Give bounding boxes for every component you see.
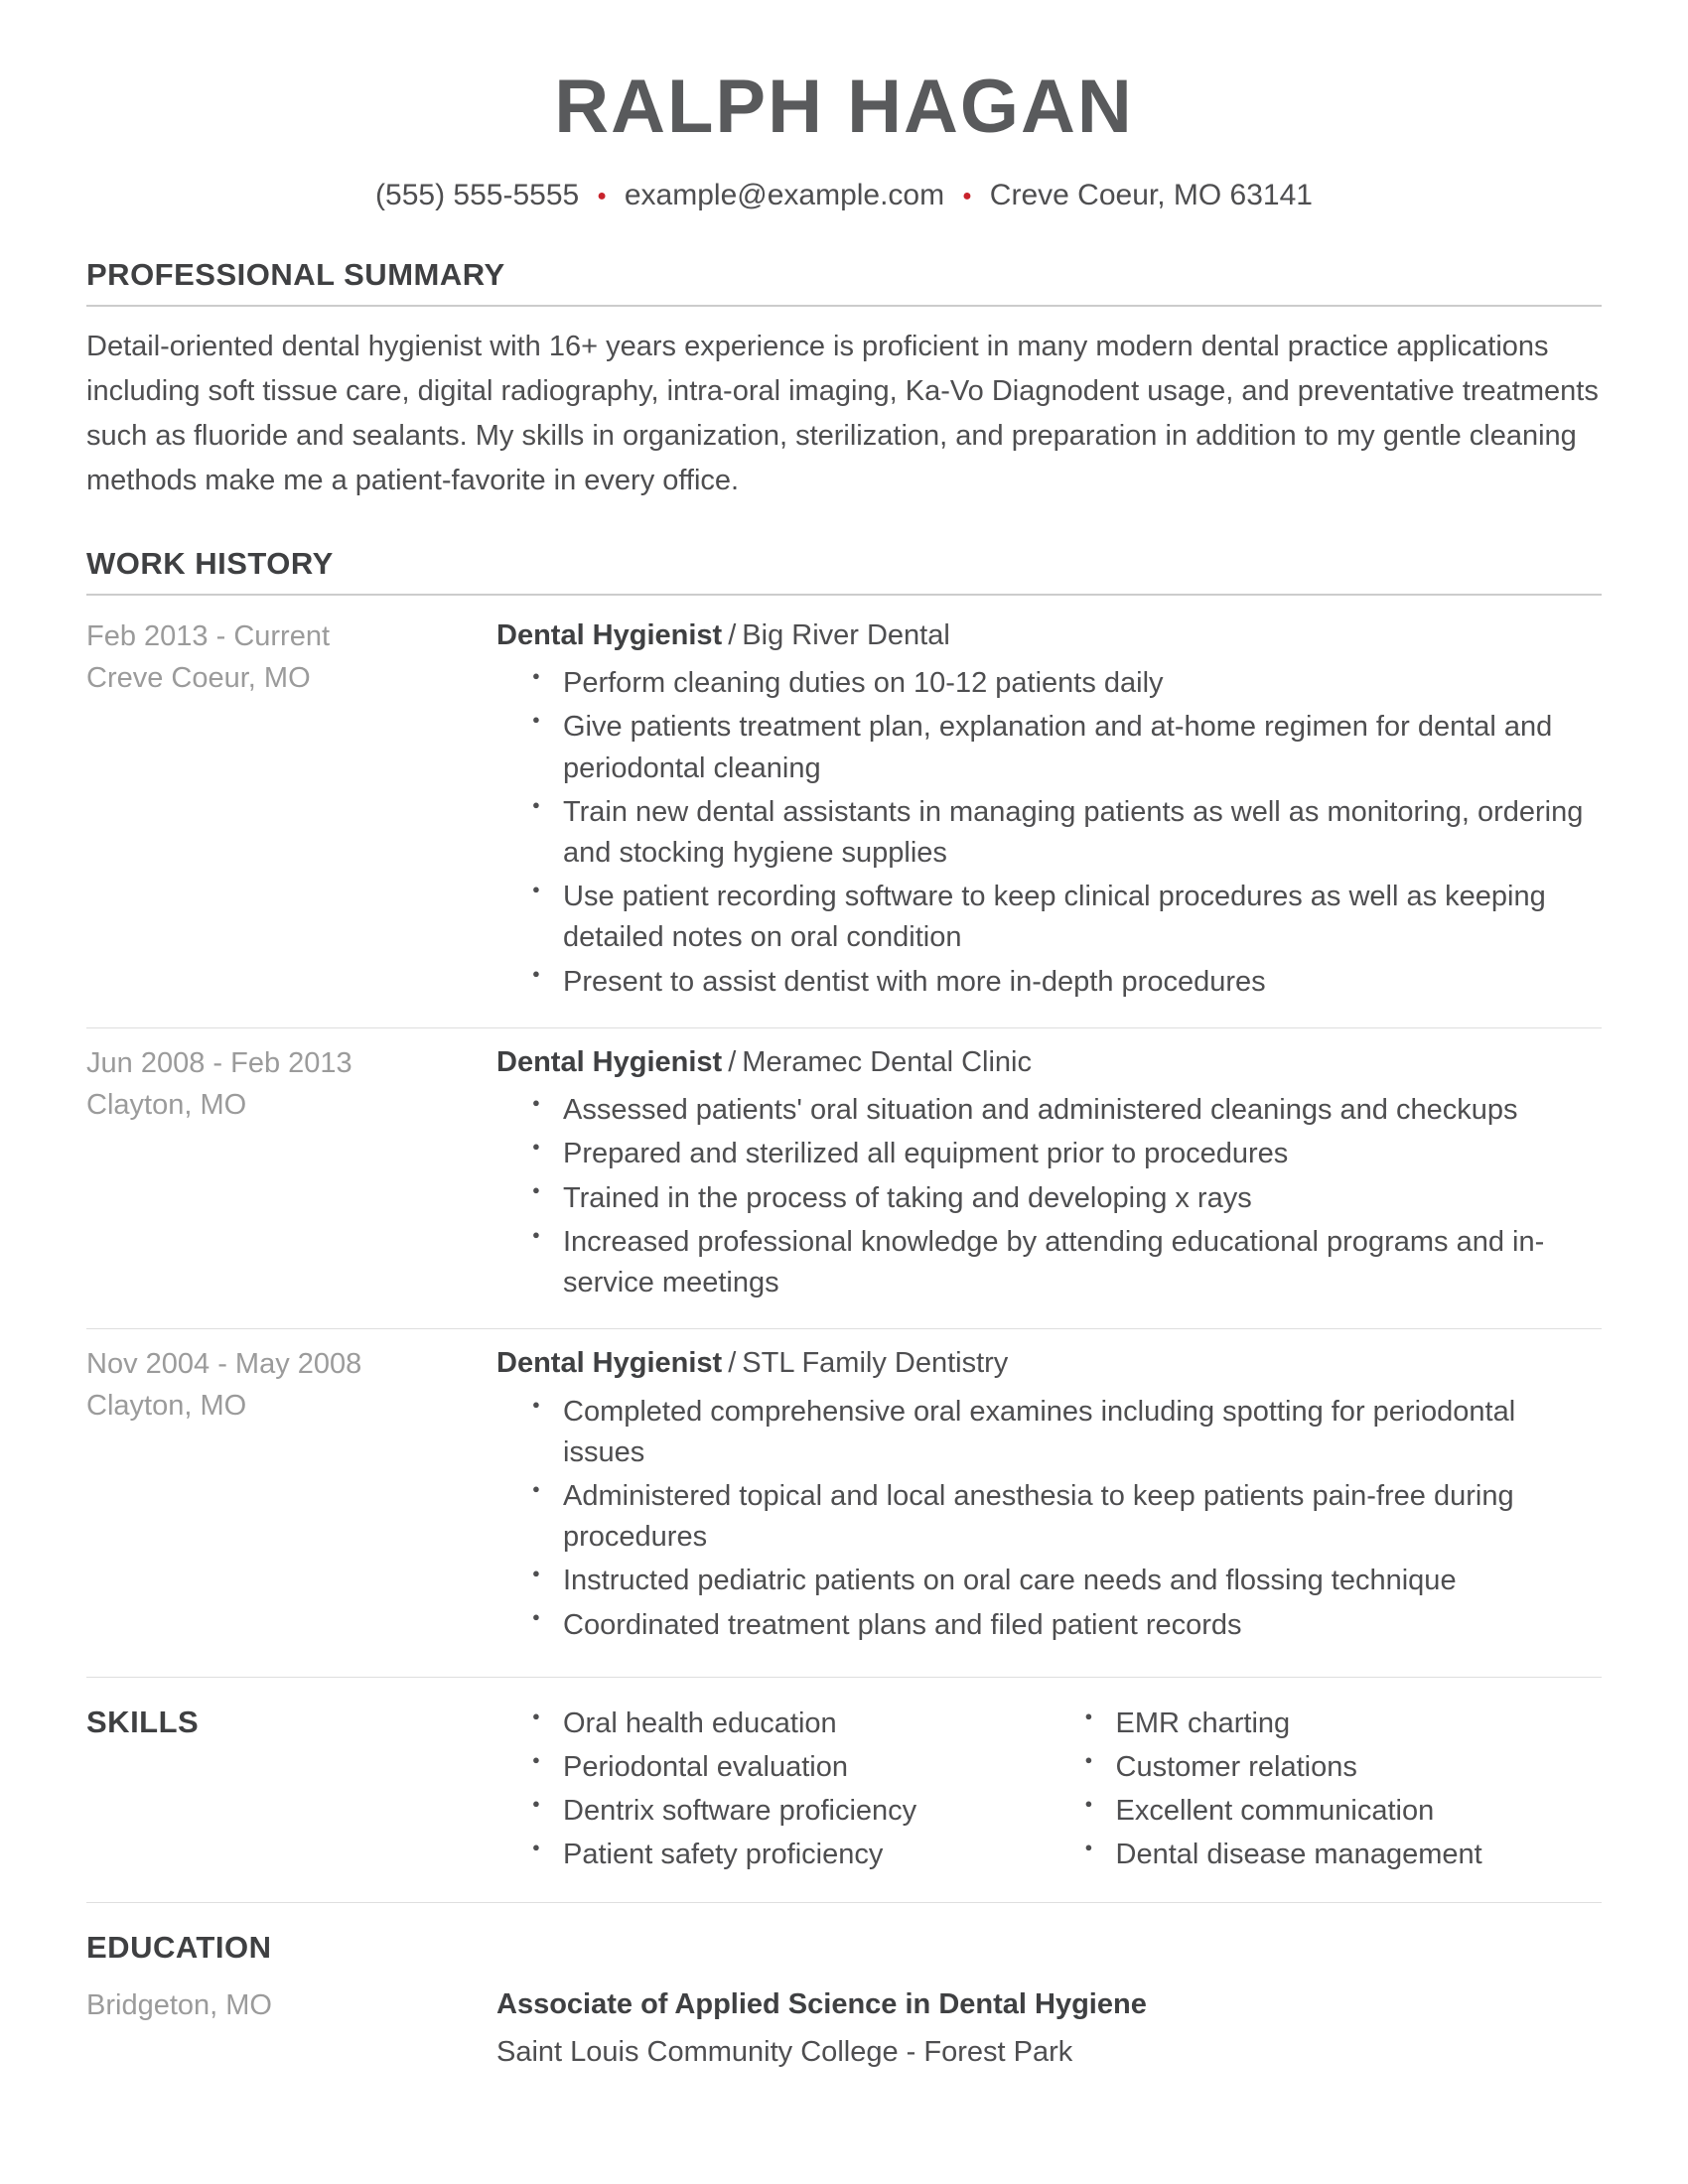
contact-location: Creve Coeur, MO 63141: [989, 178, 1313, 211]
contact-separator-icon: ●: [962, 187, 972, 205]
job-bullet: ● Perform cleaning duties on 10-12 patients daily: [496, 663, 1602, 704]
job-bullet: ● Instructed pediatric patients on oral care needs and flossing technique: [496, 1561, 1602, 1601]
education-section: [86, 1902, 1602, 2072]
title-company-separator: /: [728, 618, 737, 651]
email-address: example@example.com: [624, 178, 945, 211]
skills-section: [86, 1677, 1602, 1903]
summary-heading: PROFESSIONAL SUMMARY: [86, 256, 1602, 307]
education-school: Saint Louis Community College - Forest Park: [496, 2036, 1073, 2069]
job-details: [496, 1343, 1602, 1649]
job-bullet: ● Administered topical and local anesthesia to keep patients pain-free during procedures: [496, 1476, 1602, 1558]
job-company: Meramec Dental Clinic: [742, 1045, 1032, 1078]
job-dates: Feb 2013 - Current: [86, 619, 331, 652]
skill-item: ● Excellent communication: [1050, 1791, 1603, 1832]
skills-heading: SKILLS: [86, 1704, 200, 1739]
skill-item: ● Patient safety proficiency: [496, 1835, 1050, 1875]
skills-column-one: [496, 1704, 1050, 1879]
skill-item: ● EMR charting: [1050, 1704, 1603, 1744]
job-entry: [86, 614, 1602, 1027]
job-dates: Jun 2008 - Feb 2013: [86, 1046, 352, 1079]
job-title-line: [496, 1343, 1602, 1384]
education-entry: [86, 1984, 1602, 2073]
job-title-line: [496, 1042, 1602, 1083]
skill-item: ● Dental disease management: [1050, 1835, 1603, 1875]
skill-item: ● Periodontal evaluation: [496, 1747, 1050, 1788]
job-bullet: ● Give patients treatment plan, explanation and at-home regimen for dental and periodontal cleaning: [496, 707, 1602, 788]
job-bullet-list: [496, 663, 1602, 1002]
job-entry: [86, 1027, 1602, 1328]
education-location: Bridgeton, MO: [86, 1988, 272, 2021]
job-bullet-list: [496, 1392, 1602, 1646]
job-location: Creve Coeur, MO: [86, 661, 311, 694]
job-title-line: [496, 615, 1602, 656]
job-meta: [86, 1042, 496, 1126]
job-bullet-list: [496, 1090, 1602, 1303]
job-company: Big River Dental: [742, 618, 950, 651]
job-bullet: ● Train new dental assistants in managing patients as well as monitoring, ordering and stocking hygiene supplies: [496, 792, 1602, 874]
job-details: [496, 1042, 1602, 1306]
job-dates: Nov 2004 - May 2008: [86, 1348, 362, 1381]
job-bullet: ● Trained in the process of taking and developing x rays: [496, 1178, 1602, 1219]
job-bullet: ● Prepared and sterilized all equipment prior to procedures: [496, 1134, 1602, 1174]
job-company: STL Family Dentistry: [742, 1347, 1009, 1380]
job-bullet: ● Assessed patients' oral situation and administered cleanings and checkups: [496, 1090, 1602, 1131]
skill-item: ● Oral health education: [496, 1704, 1050, 1744]
work-history-heading: WORK HISTORY: [86, 545, 1602, 596]
job-title: Dental Hygienist: [496, 1347, 723, 1380]
job-details: [496, 615, 1602, 1006]
job-location: Clayton, MO: [86, 1390, 247, 1423]
resume-header: [86, 66, 1602, 212]
work-history-section: [86, 545, 1602, 1671]
job-bullet: ● Completed comprehensive oral examines including spotting for periodontal issues: [496, 1392, 1602, 1473]
skill-item: ● Customer relations: [1050, 1747, 1603, 1788]
title-company-separator: /: [728, 1045, 737, 1078]
skills-column-two: [1050, 1704, 1603, 1879]
education-heading: EDUCATION: [86, 1930, 272, 1966]
candidate-name: RALPH HAGAN: [554, 65, 1134, 149]
job-entry: [86, 1328, 1602, 1671]
job-location: Clayton, MO: [86, 1088, 247, 1121]
education-degree: Associate of Applied Science in Dental Hygiene: [496, 1987, 1147, 2020]
phone-number: (555) 555-5555: [375, 178, 580, 211]
job-bullet: ● Increased professional knowledge by attending educational programs and in-service meetings: [496, 1222, 1602, 1303]
contact-separator-icon: ●: [597, 187, 607, 205]
job-bullet: ● Use patient recording software to keep clinical procedures as well as keeping detailed notes on oral condition: [496, 877, 1602, 958]
education-details: [496, 1984, 1602, 2073]
job-bullet: ● Coordinated treatment plans and filed patient records: [496, 1605, 1602, 1646]
job-meta: [86, 615, 496, 699]
skill-item: ● Dentrix software proficiency: [496, 1791, 1050, 1832]
job-bullet: ● Present to assist dentist with more in-depth procedures: [496, 962, 1602, 1003]
job-meta: [86, 1343, 496, 1427]
summary-text: Detail-oriented dental hygienist with 16+ years experience is proficient in many modern dental practice applications including soft tissue care, digital radiography, intra-oral imaging, Ka-Vo Diagnodent usage, and preventative treatments such as fluoride and sealants. My skills in organization, sterilization, and preparation in addition to my gentle cleaning methods make me a patient-favorite in every office.: [86, 330, 1599, 496]
job-title: Dental Hygienist: [496, 1045, 723, 1078]
contact-line: [86, 179, 1602, 212]
job-title: Dental Hygienist: [496, 618, 723, 651]
summary-section: [86, 256, 1602, 503]
title-company-separator: /: [728, 1347, 737, 1380]
